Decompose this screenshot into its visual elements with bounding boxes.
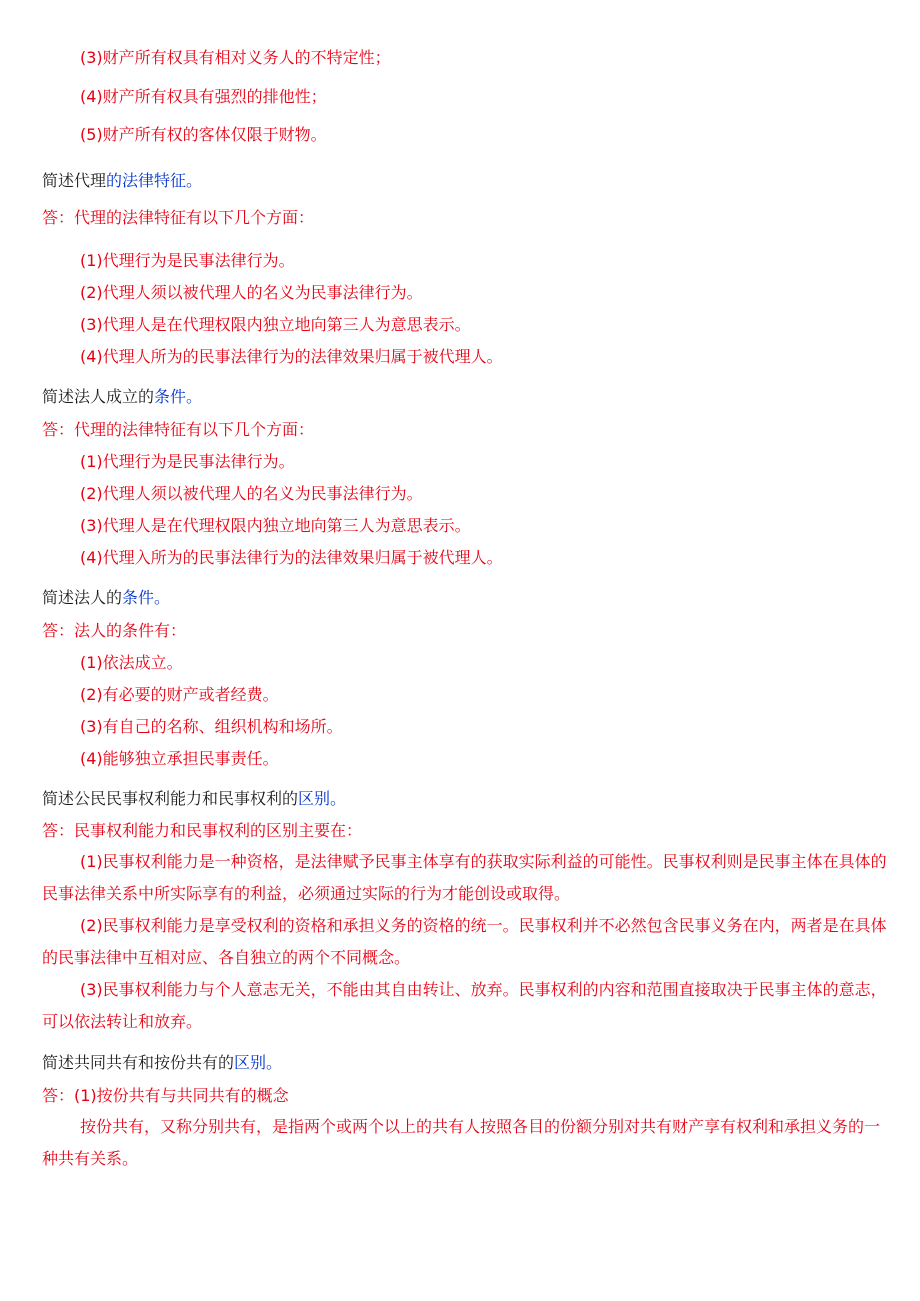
list-item: (3)有自己的名称、组织机构和场所。 xyxy=(80,717,343,736)
question-text: 简述法人的 xyxy=(42,588,123,607)
question-highlight: 区别。 xyxy=(298,789,347,808)
answer-intro: 答：法人的条件有： xyxy=(42,621,187,640)
list-item: (1)依法成立。 xyxy=(80,653,183,672)
list-item: (4)代理入所为的民事法律行为的法律效果归属于被代理人。 xyxy=(80,548,503,567)
question-highlight: 区别。 xyxy=(234,1053,283,1072)
list-item: (3)代理人是在代理权限内独立地向第三人为意思表示。 xyxy=(80,516,471,535)
list-item: (4)代理人所为的民事法律行为的法律效果归属于被代理人。 xyxy=(80,347,503,366)
question-text: 简述代理 xyxy=(42,171,107,190)
list-item: (4)能够独立承担民事责任。 xyxy=(80,749,279,768)
list-item: (2)代理人须以被代理人的名义为民事法律行为。 xyxy=(80,484,423,503)
question-heading xyxy=(42,788,346,810)
question-heading xyxy=(42,386,202,408)
list-item: (4)财产所有权具有强烈的排他性； xyxy=(80,87,327,106)
question-heading xyxy=(42,587,170,609)
answer-paragraph: 按份共有，又称分别共有，是指两个或两个以上的共有人按照各目的份额分别对共有财产享有权利和承担义务的一种共有关系。 xyxy=(42,1117,881,1168)
answer-intro: 答：(1)按份共有与共同共有的概念 xyxy=(42,1086,289,1105)
question-highlight: 条件。 xyxy=(154,387,203,406)
question-highlight: 条件。 xyxy=(122,588,171,607)
answer-intro: 答：代理的法律特征有以下几个方面： xyxy=(42,420,315,439)
list-item: (3)财产所有权具有相对义务人的不特定性； xyxy=(80,48,391,67)
list-item: (1)代理行为是民事法律行为。 xyxy=(80,452,295,471)
answer-paragraph: (3)民事权利能力与个人意志无关，不能由其自由转让、放弃。民事权利的内容和范围直接取决于民事主体的意志，可以依法转让和放弃。 xyxy=(42,980,887,1031)
question-text: 简述共同共有和按份共有的 xyxy=(42,1053,235,1072)
list-item: (5)财产所有权的客体仅限于财物。 xyxy=(80,125,327,144)
list-item: (2)有必要的财产或者经费。 xyxy=(80,685,279,704)
question-heading xyxy=(42,170,202,192)
list-item: (2)代理人须以被代理人的名义为民事法律行为。 xyxy=(80,283,423,302)
list-item: (1)代理行为是民事法律行为。 xyxy=(80,251,295,270)
answer-intro: 答：代理的法律特征有以下几个方面： xyxy=(42,208,315,227)
answer-paragraph: (2)民事权利能力是享受权利的资格和承担义务的资格的统一。民事权利并不必然包含民事义务在内，两者是在具体的民事法律中互相对应、各自独立的两个不同概念。 xyxy=(42,916,887,967)
question-heading xyxy=(42,1052,282,1074)
list-item: (3)代理人是在代理权限内独立地向第三人为意思表示。 xyxy=(80,315,471,334)
question-text: 简述法人成立的 xyxy=(42,387,155,406)
question-text: 简述公民民事权利能力和民事权利的 xyxy=(42,789,299,808)
answer-paragraph: (1)民事权利能力是一种资格，是法律赋予民事主体享有的获取实际利益的可能性。民事权利则是民事主体在具体的民事法律关系中所实际享有的利益，必须通过实际的行为才能创设或取得。 xyxy=(42,852,887,903)
answer-intro: 答：民事权利能力和民事权利的区别主要在： xyxy=(42,821,363,840)
question-highlight: 的法律特征。 xyxy=(106,171,203,190)
